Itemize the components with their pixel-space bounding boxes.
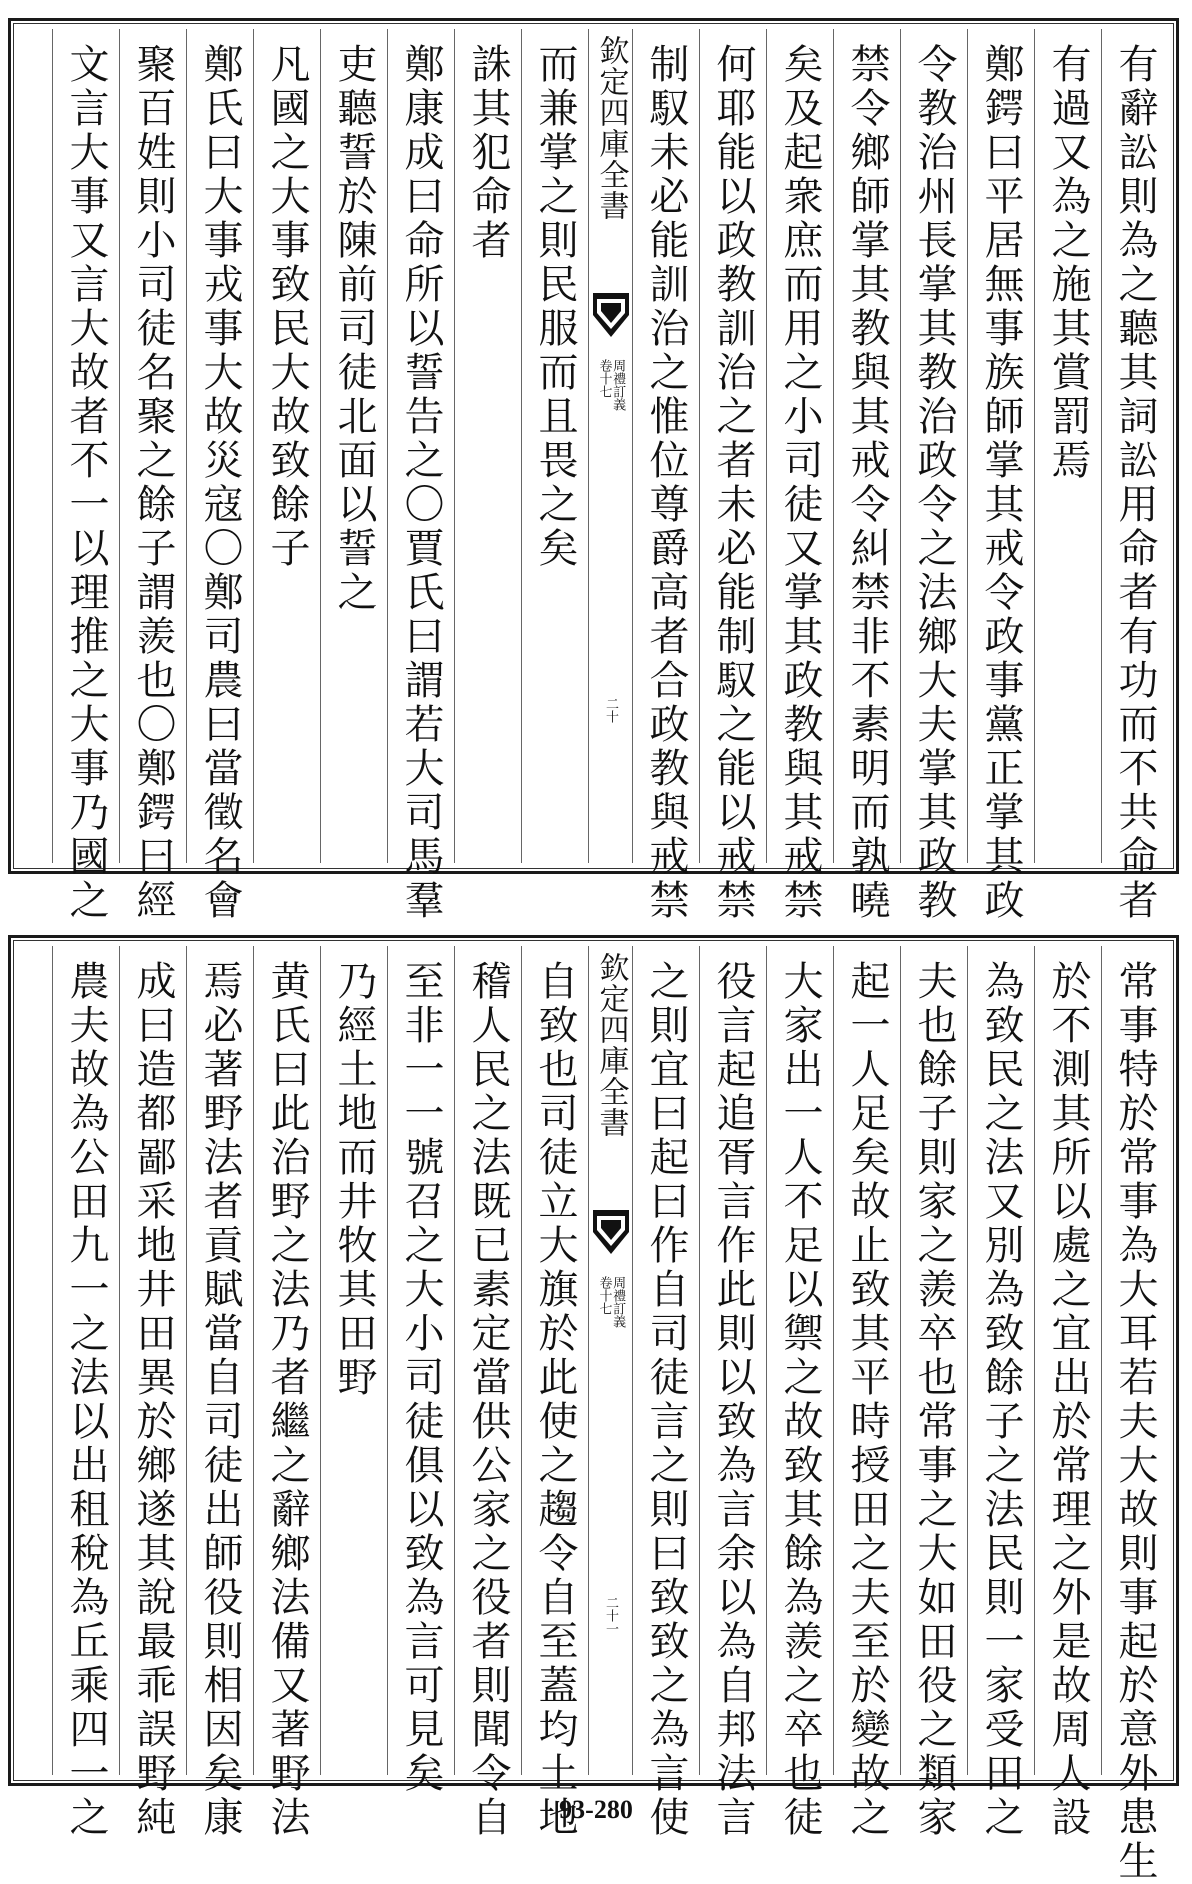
text-column: 而兼掌之則民服而且畏之矣 [521,29,588,863]
text-column: 鄭康成曰命所以誓告之〇賈氏曰謂若大司馬羣 [387,29,454,863]
text-column: 成曰造都鄙采地井田異於鄉遂其說最乖誤野純 [119,946,186,1775]
text-column: 黄氏曰此治野之法乃者繼之辭鄉法備又著野法 [253,946,320,1775]
text-column: 文言大事又言大故者不一以理推之大事乃國之 [52,29,119,863]
text-column: 常事特於常事為大耳若夫大故則事起於意外患生 [1101,946,1168,1775]
text-column: 令教治州長掌其教治政令之法鄉大夫掌其政教 [900,29,967,863]
text-column: 至非一一號召之大小司徒俱以致為言可見矣 [387,946,454,1775]
text-column: 禁令鄉師掌其教與其戒令糾禁非不素明而孰曉 [833,29,900,863]
folio-number: 二十一 [603,1596,618,1635]
text-column: 制馭未必能訓治之惟位尊爵高者合政教與戒禁 [632,29,699,863]
text-column: 乃經土地而井牧其田野 [320,946,387,1775]
text-column: 之則宜曰起曰作自司徒言之則曰致致之為言使 [632,946,699,1775]
book-title: 周禮訂義 卷十七 [596,1276,626,1328]
text-column: 起一人足矣故止致其平時授田之夫至於變故之 [833,946,900,1775]
text-column: 何耶能以政教訓治之者未必能制馭之能以戒禁 [699,29,766,863]
text-column: 焉必著野法者貢賦當自司徒出師役則相因矣康 [186,946,253,1775]
text-column: 聚百姓則小司徒名聚之餘子謂羨也〇鄭鍔曰經 [119,29,186,863]
text-column: 鄭鍔曰平居無事族師掌其戒令政事黨正掌其政 [967,29,1034,863]
text-column: 農夫故為公田九一之法以出租稅為丘乘四一之 [52,946,119,1775]
upper-columns [19,29,1168,923]
text-column: 夫也餘子則家之羨卒也常事之大如田役之類家 [900,946,967,1775]
text-column: 有過又為之施其賞罰焉 [1034,29,1101,863]
text-column: 為致民之法又別為致餘子之法民則一家受田之 [967,946,1034,1775]
center-fold [588,29,632,863]
text-column: 有辭訟則為之聽其詞訟用命者有功而不共命者 [1101,29,1168,863]
fish-tail-mark-icon [593,293,629,337]
upper-page-frame [8,18,1179,923]
text-column: 吏聽誓於陳前司徒北面以誓之 [320,29,387,863]
book-title: 周禮訂義 卷十七 [596,359,626,411]
text-column: 鄭氏曰大事戎事大故災寇〇鄭司農曰當徵名會 [186,29,253,863]
text-column: 稽人民之法既已素定當供公家之役者則聞令自 [454,946,521,1775]
folio-number: 二十 [603,697,618,723]
text-column: 凡國之大事致民大故致餘子 [253,29,320,863]
text-column: 於不測其所以處之宜出於常理之外是故周人設 [1034,946,1101,1775]
text-column: 自致也司徒立大旗於此使之趨令自至蓋均土地 [521,946,588,1775]
text-column: 大家出一人不足以禦之故致其餘為羨之卒也徒 [766,946,833,1775]
text-column: 矣及起衆庶而用之小司徒又掌其政教與其戒禁 [766,29,833,863]
series-title: 欽定四庫全書 [593,952,629,1138]
center-fold [588,946,632,1775]
series-title: 欽定四庫全書 [593,35,629,221]
page-number: 93-280 [559,1795,633,1824]
text-column: 役言起追胥言作此則以致為言余以為自邦法言 [699,946,766,1775]
text-column: 誅其犯命者 [454,29,521,863]
fish-tail-mark-icon [593,1210,629,1254]
